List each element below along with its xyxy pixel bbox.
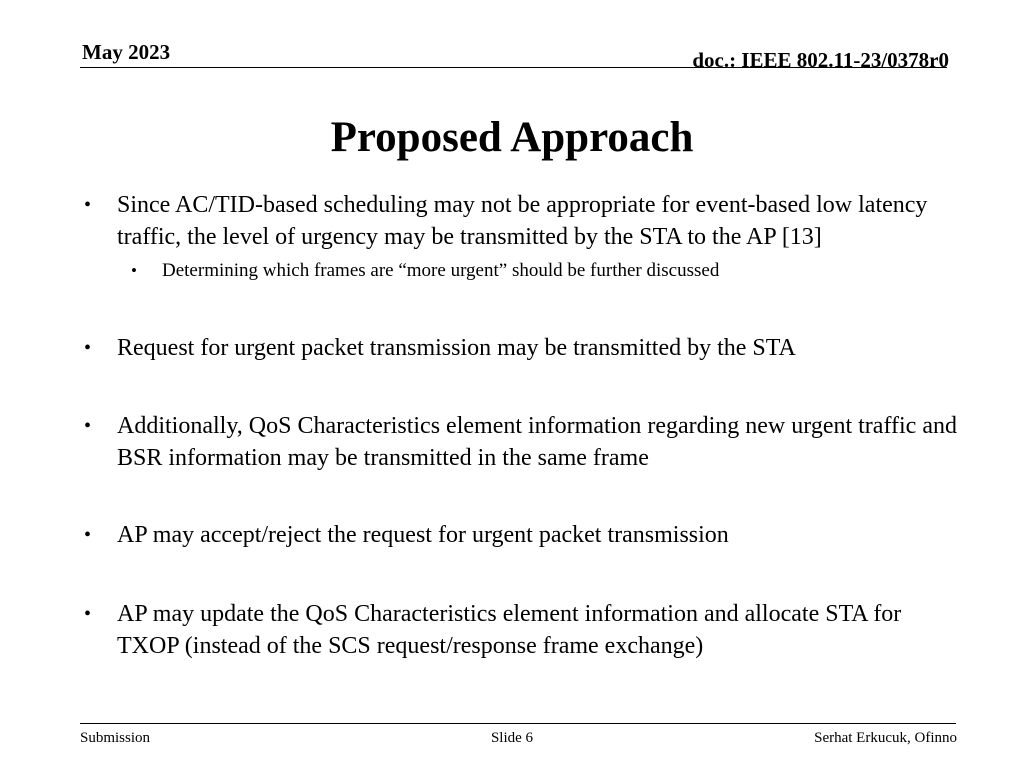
bullet-item-1 (84, 189, 967, 253)
header-date: May 2023 (82, 40, 171, 64)
sub-bullet-marker: • (131, 261, 137, 280)
bullet-text: AP may update the QoS Characteristics element information and allocate STA for TXOP (instead of the SCS request/response frame exchange) (117, 601, 902, 659)
bullet-item-5 (84, 598, 967, 662)
footer-author: Serhat Erkucuk, Ofinno (814, 730, 957, 746)
header-divider (80, 67, 947, 68)
bullet-marker: • (84, 415, 92, 437)
sub-bullet-item-1 (131, 258, 962, 284)
bullet-text: Additionally, QoS Characteristics element information regarding new urgent traffic and BSR information may be transmitted in the same frame (117, 413, 957, 471)
bullet-marker: • (84, 603, 92, 625)
bullet-text: Since AC/TID-based scheduling may not be appropriate for event-based low latency traffic, the level of urgency may be transmitted by the STA to the AP [13] (117, 192, 928, 250)
sub-bullet-text: Determining which frames are “more urgent” should be further discussed (162, 260, 720, 281)
slide-title: Proposed Approach (330, 114, 694, 161)
bullet-item-4 (84, 519, 967, 551)
bullet-marker: • (84, 194, 92, 216)
bullet-item-2 (84, 332, 967, 364)
bullet-item-3 (84, 410, 967, 474)
footer-divider (80, 723, 956, 724)
footer-slide-number: Slide 6 (490, 730, 534, 746)
bullet-marker: • (84, 337, 92, 359)
footer-submission: Submission (80, 730, 151, 746)
header-doc-id: doc.: IEEE 802.11-23/0378r0 (692, 48, 949, 72)
bullet-text: Request for urgent packet transmission may be transmitted by the STA (117, 335, 796, 361)
bullet-text: AP may accept/reject the request for urgent packet transmission (117, 522, 729, 548)
bullet-marker: • (84, 524, 92, 546)
